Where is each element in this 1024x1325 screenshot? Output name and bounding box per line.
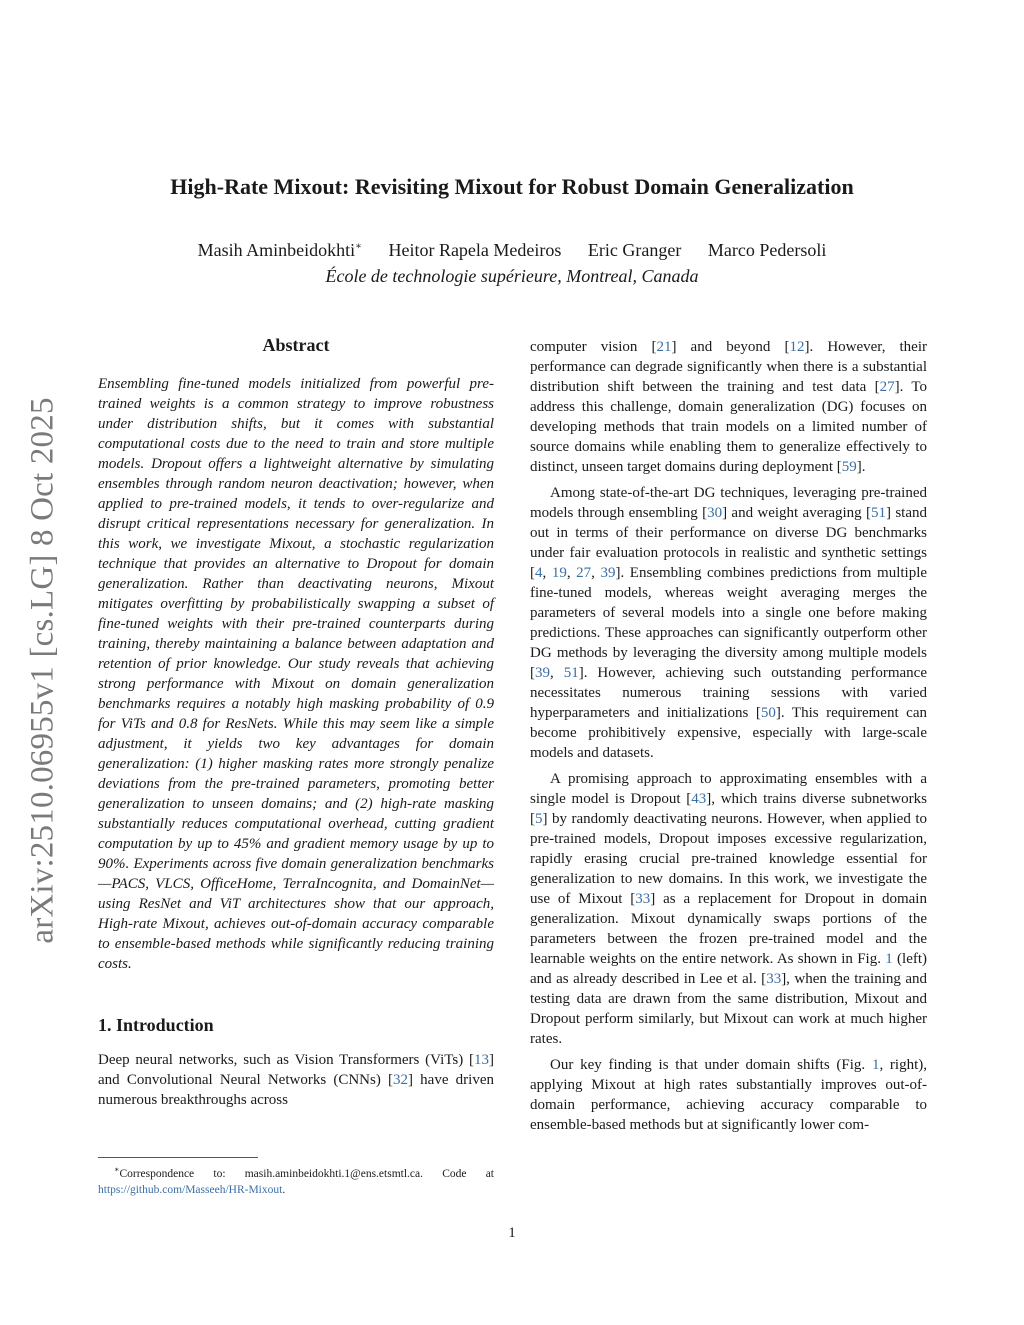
citation-link[interactable]: 12 (789, 339, 805, 355)
citation-link[interactable]: 4 (535, 565, 543, 581)
intro-paragraph-continued: computer vision [21] and beyond [12]. However, their performance can degrade significantly when there is a substantial distribution shift between the training and test data [27]. To address this challenge, domain generalization (DG) focuses on developing methods that train models on a limited number of source domains while enabling them to generalize effectively to distinct, unseen target domains during deployment [59]. (530, 339, 928, 475)
intro-paragraph-ensembles: Among state-of-the-art DG techniques, leveraging pre-trained models through ensembling [30] and weight averaging [51] stand out in terms of their performance on diverse DG benchmarks under fair evaluation protocols in realistic and synthetic settings [4, 19, 27, 39]. Ensembling combines predictions from multiple fine-tuned models, whereas weight averaging merges the parameters of several models into a single one before making predictions. These approaches can significantly outperform other DG methods by leveraging the diversity among multiple models [39, 51]. However, achieving such outstanding performance necessitates numerous training sessions with varied hyperparameters and initializations [50]. This requirement can become prohibitively expensive, especially with large-scale models and datasets. (530, 485, 928, 761)
citation-link[interactable]: 39 (600, 565, 616, 581)
citation-link[interactable]: 32 (393, 1072, 408, 1088)
arxiv-identifier-stamp (21, 380, 65, 960)
author-2: Heitor Rapela Medeiros (388, 240, 562, 260)
figure-reference-link[interactable]: 1 (885, 951, 893, 967)
author-list (0, 240, 1024, 261)
citation-link[interactable]: 51 (871, 505, 886, 521)
citation-link[interactable]: 43 (691, 791, 707, 807)
citation-link[interactable]: 51 (563, 665, 579, 681)
citation-link[interactable]: 30 (707, 505, 723, 521)
intro-paragraph-dropout: A promising approach to approximating ensembles with a single model is Dropout [43], which trains diverse subnetworks [5] by randomly deactivating neurons. However, when applied to pre-trained models, Dropout imposes excessive regularization, rapidly erasing crucial pre-trained knowledge essential for generalization to new domains. In this work, we investigate the use of Mixout [33] as a replacement for Dropout in domain generalization. Mixout dynamically swaps portions of the parameters between the frozen pre-trained model and the learnable weights on the entire network. As shown in Fig. 1 (left) and as already described in Lee et al. [33], when the training and testing data are drawn from the same distribution, Mixout and Dropout perform similarly, but Mixout can work at much higher rates. (530, 771, 928, 1047)
citation-link[interactable]: 27 (879, 379, 895, 395)
arxiv-identifier-text: arXiv:2510.06955v1 [cs.LG] 8 Oct 2025 (24, 396, 61, 944)
citation-link[interactable]: 21 (656, 339, 672, 355)
abstract-heading: Abstract (262, 335, 330, 355)
affiliation: École de technologie supérieure, Montreal, Canada (325, 266, 699, 286)
citation-link[interactable]: 19 (551, 565, 567, 581)
page-number: 1 (508, 1225, 516, 1241)
abstract-text: Ensembling fine-tuned models initialized from powerful pre-trained weights is a common strategy to improve robustness under distribution shifts, but it comes with substantial computational costs due to the need to train and store multiple models. Dropout offers a lightweight alternative by simulating ensembles through random neuron deactivation; however, when applied to pre-trained models, it tends to over-regularize and disrupt critical representations necessary for generalization. In this work, we investigate Mixout, a stochastic regularization technique that provides an alternative to Dropout for domain generalization. Rather than deactivating neurons, Mixout mitigates overfitting by probabilistically swapping a subset of fine-tuned weights with their pre-trained counterparts during training, thereby maintaining a balance between adaptation and retention of prior knowledge. Our study reveals that achieving strong performance with Mixout on domain generalization benchmarks requires a notably high masking probability of 0.9 for ViTs and 0.8 for ResNets. While this may seem like a simple adjustment, it yields two key advantages for domain generalization: (1) higher masking rates more strongly penalize deviations from the pre-trained parameters, promoting better generalization to unseen domains; and (2) high-rate masking substantially reduces computational overhead, cutting gradient computation by up to 45% and gradient memory usage by up to 90%. Experiments across five domain generalization benchmarks—PACS, VLCS, OfficeHome, TerraIncognita, and DomainNet—using ResNet and ViT architectures show that our approach, High-rate Mixout, achieves out-of-domain accuracy comparable to ensemble-based methods while significantly reducing training costs. (98, 376, 494, 972)
right-column (530, 337, 927, 1141)
citation-link[interactable]: 39 (535, 665, 550, 681)
citation-link[interactable]: 33 (766, 971, 782, 987)
footnote: ∗Correspondence to: masih.aminbeidokhti.1@ens.etsmtl.ca. Code at https://github.com/Masseeh/HR-Mixout. (98, 1165, 494, 1196)
paper-title: High-Rate Mixout: Revisiting Mixout for Robust Domain Generalization (170, 174, 854, 199)
left-column (98, 334, 494, 1110)
author-4: Marco Pedersoli (707, 240, 827, 260)
introduction-paragraph-1: Deep neural networks, such as Vision Transformers (ViTs) [13] and Convolutional Neural Networks (CNNs) [32] have driven numerous breakthroughs across (98, 1052, 494, 1108)
citation-link[interactable]: 33 (635, 891, 651, 907)
author-1: Masih Aminbeidokhti∗ (197, 240, 362, 260)
author-3: Eric Granger (587, 240, 682, 260)
citation-link[interactable]: 13 (474, 1052, 489, 1068)
citation-link[interactable]: 5 (535, 811, 543, 827)
citation-link[interactable]: 50 (760, 705, 776, 721)
footnote-divider (98, 1157, 258, 1158)
code-repository-link[interactable]: https://github.com/Masseeh/HR-Mixout (98, 1183, 283, 1196)
introduction-heading: 1. Introduction (98, 1015, 214, 1035)
citation-link[interactable]: 59 (841, 459, 857, 475)
intro-paragraph-key-finding: Our key finding is that under domain shifts (Fig. 1, right), applying Mixout at high rates substantially improves out-of-domain performance, achieving accuracy comparable to ensemble-based methods but at significantly lower com- (530, 1057, 928, 1133)
citation-link[interactable]: 27 (576, 565, 592, 581)
figure-reference-link[interactable]: 1 (871, 1057, 880, 1073)
